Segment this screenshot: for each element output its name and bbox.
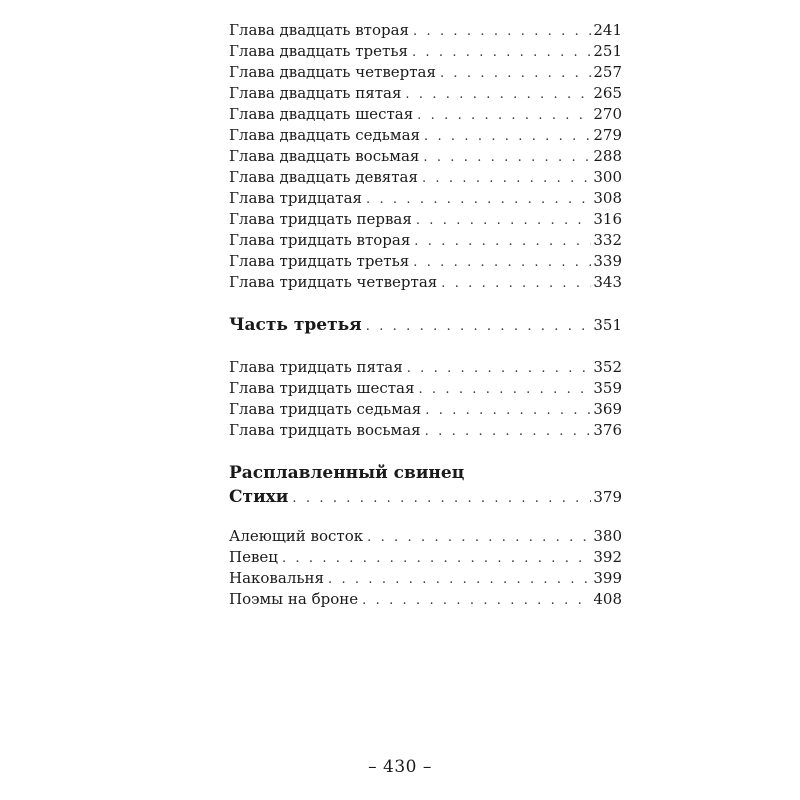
toc-entry[interactable] [229,420,622,441]
toc-part-three [229,313,622,337]
leader-dots [441,273,591,294]
poems-subheading-title: Стихи [229,487,289,507]
toc-entry-page: 392 [593,548,622,566]
toc-entry[interactable] [229,188,622,209]
toc-entry-title: Глава двадцать четвертая [229,63,436,81]
toc-entry[interactable] [229,20,622,41]
toc-group-chapters-35-38 [229,357,622,441]
leader-dots [422,168,591,189]
leader-dots [424,126,591,147]
poems-subheading-entry[interactable] [229,485,622,509]
leader-dots [414,231,591,252]
toc-entry-title: Глава тридцать вторая [229,231,411,249]
toc-entry[interactable] [229,399,622,420]
toc-entry-title: Наковальня [229,569,324,587]
toc-entry-title: Глава тридцать пятая [229,358,403,376]
toc-entry[interactable] [229,41,622,62]
leader-dots [362,590,591,611]
leader-dots [413,21,591,42]
toc-entry-title: Певец [229,548,278,566]
toc-entry-page: 359 [593,379,622,397]
toc-entry-title: Глава двадцать пятая [229,84,402,102]
leader-dots [423,147,591,168]
leader-dots [440,63,591,84]
toc-entry[interactable] [229,83,622,104]
toc-entry-page: 251 [593,42,622,60]
toc-entry-title: Алеющий восток [229,527,364,545]
leader-dots [417,105,591,126]
toc-entry[interactable] [229,209,622,230]
toc-entry-page: 332 [593,231,622,249]
leader-dots [425,421,592,442]
toc-poems-section [229,461,622,509]
part-heading-title: Часть третья [229,315,362,335]
toc-entry[interactable] [229,230,622,251]
toc-entry-title: Глава тридцать шестая [229,379,415,397]
poems-section-heading: Расплавленный свинец [229,463,465,483]
toc-entry[interactable] [229,62,622,83]
toc-entry-page: 343 [593,273,622,291]
leader-dots [413,252,591,273]
part-heading-page: 351 [593,316,622,334]
leader-dots [282,548,591,569]
leader-dots [366,315,592,339]
toc-entry-title: Поэмы на броне [229,590,359,608]
toc-entry-page: 380 [593,527,622,545]
toc-entry-page: 399 [593,569,622,587]
toc-entry-page: 376 [593,421,622,439]
toc-entry-page: 308 [593,189,622,207]
leader-dots [425,400,591,421]
toc-entry[interactable] [229,547,622,568]
toc-group-chapters-22-34 [229,20,622,293]
toc-entry-title: Глава тридцать восьмая [229,421,421,439]
leader-dots [367,527,591,548]
toc-entry-title: Глава двадцать шестая [229,105,414,123]
page-number: – 430 – [368,757,432,777]
toc-entry[interactable] [229,125,622,146]
toc-entry[interactable] [229,589,622,610]
toc-entry-page: 241 [593,21,622,39]
toc-entry[interactable] [229,357,622,378]
toc-entry-page: 316 [593,210,622,228]
leader-dots [407,358,592,379]
toc-entry-page: 279 [593,126,622,144]
toc-entry[interactable] [229,378,622,399]
toc-entry-title: Глава тридцать седьмая [229,400,422,418]
toc-entry-page: 408 [593,590,622,608]
toc-entry-page: 257 [593,63,622,81]
leader-dots [416,210,592,231]
toc-entry-page: 339 [593,252,622,270]
toc-entry-title: Глава двадцать вторая [229,21,410,39]
toc-entry-page: 265 [593,84,622,102]
toc-entry[interactable] [229,104,622,125]
toc-entry-page: 369 [593,400,622,418]
part-heading-entry[interactable] [229,313,622,337]
toc-entry-title: Глава двадцать восьмая [229,147,420,165]
leader-dots [292,487,591,511]
toc-group-poems [229,526,622,610]
toc-entry-title: Глава тридцать четвертая [229,273,438,291]
toc-entry-page: 352 [593,358,622,376]
toc-entry-title: Глава тридцать первая [229,210,412,228]
leader-dots [418,379,591,400]
toc-entry-page: 288 [593,147,622,165]
toc-entry-title: Глава тридцать третья [229,252,410,270]
toc-entry[interactable] [229,272,622,293]
toc-entry-title: Глава двадцать седьмая [229,126,420,144]
toc-entry-page: 270 [593,105,622,123]
toc-entry[interactable] [229,251,622,272]
leader-dots [405,84,591,105]
toc-entry-title: Глава тридцатая [229,189,362,207]
leader-dots [366,189,591,210]
poems-subheading-page: 379 [593,488,622,506]
toc-entry[interactable] [229,146,622,167]
toc-entry[interactable] [229,568,622,589]
toc-entry[interactable] [229,526,622,547]
toc-entry[interactable] [229,167,622,188]
leader-dots [328,569,591,590]
toc-entry-page: 300 [593,168,622,186]
toc-entry-title: Глава двадцать третья [229,42,408,60]
leader-dots [412,42,591,63]
toc-entry-title: Глава двадцать девятая [229,168,418,186]
